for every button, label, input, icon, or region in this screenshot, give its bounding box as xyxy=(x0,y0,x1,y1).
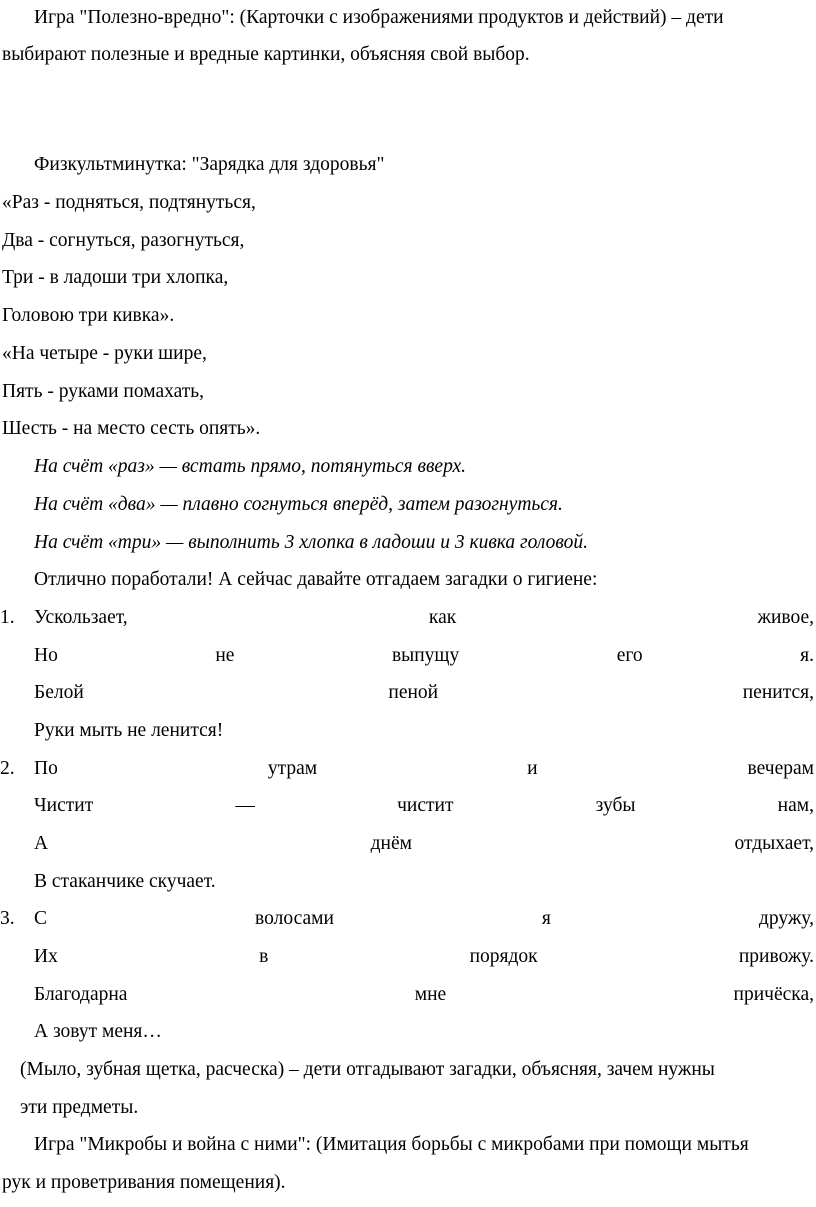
word: пеной xyxy=(388,682,439,703)
word: Их xyxy=(34,946,58,967)
word: — xyxy=(235,795,255,816)
word: нам, xyxy=(777,795,814,816)
instruction-line: На счёт «два» — плавно согнуться вперёд, затем разогнуться. xyxy=(34,494,563,515)
word: привожу. xyxy=(738,946,814,967)
riddle-line xyxy=(34,832,814,856)
word: днём xyxy=(370,833,412,854)
word: По xyxy=(34,758,58,779)
word: Благодарна xyxy=(34,984,128,1005)
word: мне xyxy=(414,984,447,1005)
riddle-line xyxy=(34,983,814,1007)
word: С xyxy=(34,908,48,929)
riddle-line: В стаканчике скучает. xyxy=(34,871,216,892)
riddle-number: 2. xyxy=(0,758,15,779)
verse-line: Пять - руками помахать, xyxy=(2,381,205,402)
fizminutka-title: Физкультминутка: "Зарядка для здоровья" xyxy=(34,154,385,175)
instruction-line: На счёт «раз» — встать прямо, потянуться вверх. xyxy=(34,456,466,477)
word: я. xyxy=(800,645,814,666)
word: волосами xyxy=(255,908,334,929)
riddle-line: Руки мыть не ленится! xyxy=(34,720,224,741)
word: как xyxy=(428,607,457,628)
word: выпущу xyxy=(391,645,460,666)
instruction-line: На счёт «три» — выполнить 3 хлопка в ладоши и 3 кивка головой. xyxy=(34,532,588,553)
word: вечерам xyxy=(747,758,814,779)
word: пенится, xyxy=(742,682,814,703)
word: и xyxy=(527,758,538,779)
word: чистит xyxy=(397,795,454,816)
verse-line: Шесть - на место сесть опять». xyxy=(2,418,261,439)
verse-line: Два - согнуться, разогнуться, xyxy=(2,230,245,251)
verse-line: Головою три кивка». xyxy=(2,305,175,326)
microbes-line-2: рук и проветривания помещения). xyxy=(2,1172,286,1193)
riddle-number: 3. xyxy=(0,908,15,929)
word: Чистит xyxy=(34,795,94,816)
riddles-intro: Отлично поработали! А сейчас давайте отгадаем загадки о гигиене: xyxy=(34,569,598,590)
riddle-line xyxy=(34,757,814,781)
word: живое, xyxy=(757,607,814,628)
riddle-line: А зовут меня… xyxy=(34,1021,162,1042)
intro-line-1: Игра "Полезно-вредно": (Карточки с изображениями продуктов и действий) – дети xyxy=(34,7,724,28)
word: отдыхает, xyxy=(734,833,814,854)
answers-line-1: (Мыло, зубная щетка, расческа) – дети отгадывают загадки, объясняя, зачем нужны xyxy=(20,1059,715,1080)
word: дружу, xyxy=(758,908,814,929)
word: утрам xyxy=(267,758,318,779)
riddle-line xyxy=(34,644,814,668)
word: зубы xyxy=(595,795,636,816)
word: причёска, xyxy=(733,984,814,1005)
riddle-number: 1. xyxy=(0,607,15,628)
riddle-line xyxy=(34,907,814,931)
word: Белой xyxy=(34,682,84,703)
riddle-line xyxy=(34,606,814,630)
word: я xyxy=(541,908,551,929)
word: А xyxy=(34,833,49,854)
word: Ускользает, xyxy=(34,607,128,628)
riddle-line xyxy=(34,794,814,818)
answers-line-2: эти предметы. xyxy=(20,1097,139,1118)
word: Но xyxy=(34,645,58,666)
riddle-line xyxy=(34,681,814,705)
word: не xyxy=(215,645,235,666)
verse-line: Три - в ладоши три хлопка, xyxy=(2,267,229,288)
word: порядок xyxy=(469,946,538,967)
word: в xyxy=(259,946,269,967)
word: его xyxy=(616,645,643,666)
microbes-line-1: Игра "Микробы и война с ними": (Имитация борьбы с микробами при помощи мытья xyxy=(34,1134,749,1155)
verse-line: «Раз - подняться, подтянуться, xyxy=(2,192,256,213)
verse-line: «На четыре - руки шире, xyxy=(2,343,207,364)
riddle-line xyxy=(34,945,814,969)
intro-line-2: выбирают полезные и вредные картинки, объясняя свой выбор. xyxy=(2,44,530,65)
